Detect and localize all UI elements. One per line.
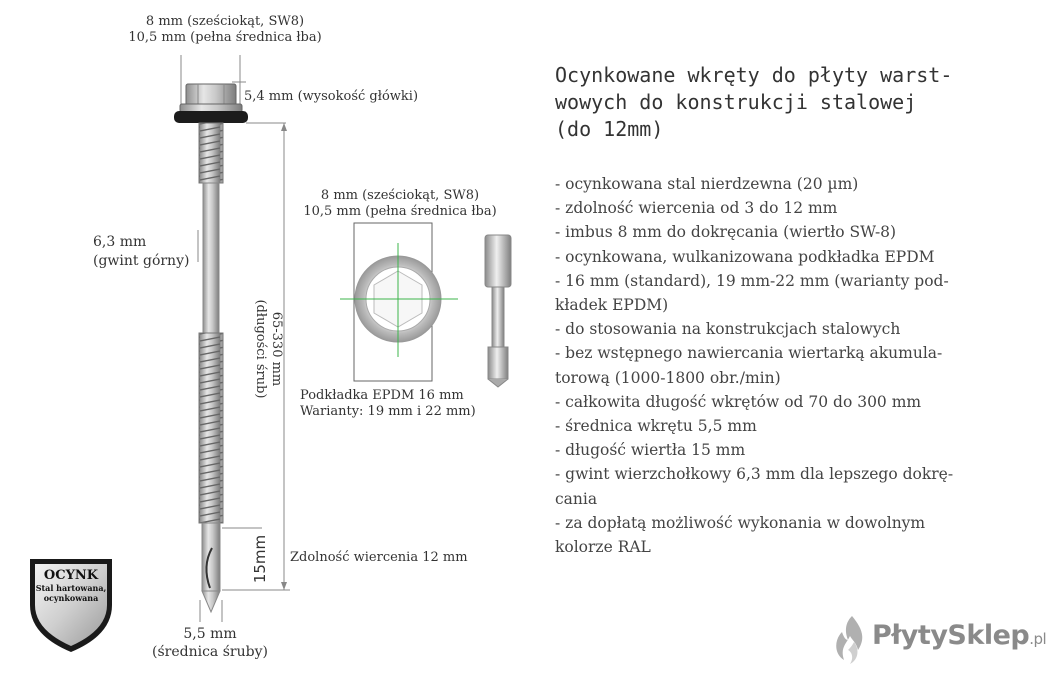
feature-item: - średnica wkrętu 5,5 mm — [555, 417, 757, 436]
head-height-label: 5,4 mm (wysokość główki) — [244, 89, 419, 104]
drilling-capacity-label: Zdolność wiercenia 12 mm — [290, 550, 468, 565]
top-thread-line-1: 6,3 mm — [93, 234, 147, 250]
drill-length-label: 15mm — [251, 534, 269, 584]
feature-item: - do stosowania na konstrukcjach stalowych — [555, 320, 901, 339]
flame-icon — [832, 612, 872, 668]
product-title-line-1: Ocynkowane wkręty do płyty warst- — [555, 63, 953, 87]
feature-item: - ocynkowana stal nierdzewna (20 µm) — [555, 175, 859, 193]
length-label — [252, 286, 284, 412]
feature-item: - ocynkowana, wulkanizowana podkładka EPDM — [555, 247, 935, 266]
washer-diagram — [330, 215, 530, 395]
product-title — [555, 62, 1035, 143]
top-thread — [199, 123, 223, 183]
screw-head — [174, 84, 248, 123]
top-thread-line-2: (gwint górny) — [93, 253, 190, 269]
feature-item: - 16 mm (standard), 19 mm-22 mm (warianty pod- — [555, 271, 949, 290]
washer-line-2: Warianty: 19 mm i 22 mm) — [300, 404, 476, 419]
plytysklep-logo — [832, 612, 1052, 668]
bottom-thread — [199, 333, 223, 523]
washer-line-1: Podkładka EPDM 16 mm — [300, 388, 464, 403]
feature-item: - zdolność wiercenia od 3 do 12 mm — [555, 199, 838, 218]
feature-item: torową (1000-1800 obr./min) — [555, 368, 781, 387]
diameter-label — [130, 625, 290, 661]
feature-list — [555, 172, 1045, 559]
head-size-label — [110, 14, 340, 46]
badge-text — [24, 568, 118, 603]
washer-head-size-label — [285, 188, 515, 220]
product-title-line-3: (do 12mm) — [555, 117, 664, 141]
feature-item: - imbus 8 mm do dokręcania (wiertło SW-8) — [555, 223, 897, 242]
badge-title: OCYNK — [43, 568, 99, 583]
head-size-line-1: 8 mm (sześciokąt, SW8) — [145, 14, 305, 29]
washer-label — [300, 388, 500, 420]
logo-brand: PłytySklep — [872, 620, 1030, 651]
length-line-2: (długości śrub) — [253, 299, 268, 399]
badge-subtitle-line-2: ocynkowana — [43, 593, 99, 603]
top-thread-label — [93, 233, 189, 271]
feature-item: - bez wstępnego nawiercania wiertarką akumula- — [555, 344, 943, 363]
feature-item: kładek EPDM) — [555, 296, 669, 315]
screw-shank — [203, 183, 219, 333]
feature-item: kolorze RAL — [555, 538, 651, 557]
washer-head-size-line-1: 8 mm (sześciokąt, SW8) — [320, 188, 480, 203]
badge-subtitle-line-1: Stal hartowana, — [35, 583, 107, 593]
feature-item: - gwint wierzchołkowy 6,3 mm dla lepszego dokrę- — [555, 465, 954, 484]
diameter-line-2: (średnica śruby) — [152, 644, 268, 660]
feature-item: - za dopłatą możliwość wykonania w dowolnym — [555, 513, 926, 532]
length-line-1: 65-330 mm — [269, 311, 284, 387]
feature-item: - długość wiertła 15 mm — [555, 441, 746, 460]
head-size-line-2: 10,5 mm (pełna średnica łba) — [128, 30, 322, 45]
product-title-line-2: wowych do konstrukcji stalowej — [555, 90, 917, 114]
logo-tld: .pl — [1029, 630, 1047, 648]
hex-bit-icon — [485, 235, 511, 387]
washer-head-size-line-2: 10,5 mm (pełna średnica łba) — [303, 204, 497, 219]
drill-tip — [202, 523, 220, 612]
diameter-line-1: 5,5 mm — [183, 626, 237, 642]
feature-item: - całkowita długość wkrętów od 70 do 300 mm — [555, 392, 922, 411]
feature-item: cania — [555, 489, 598, 508]
